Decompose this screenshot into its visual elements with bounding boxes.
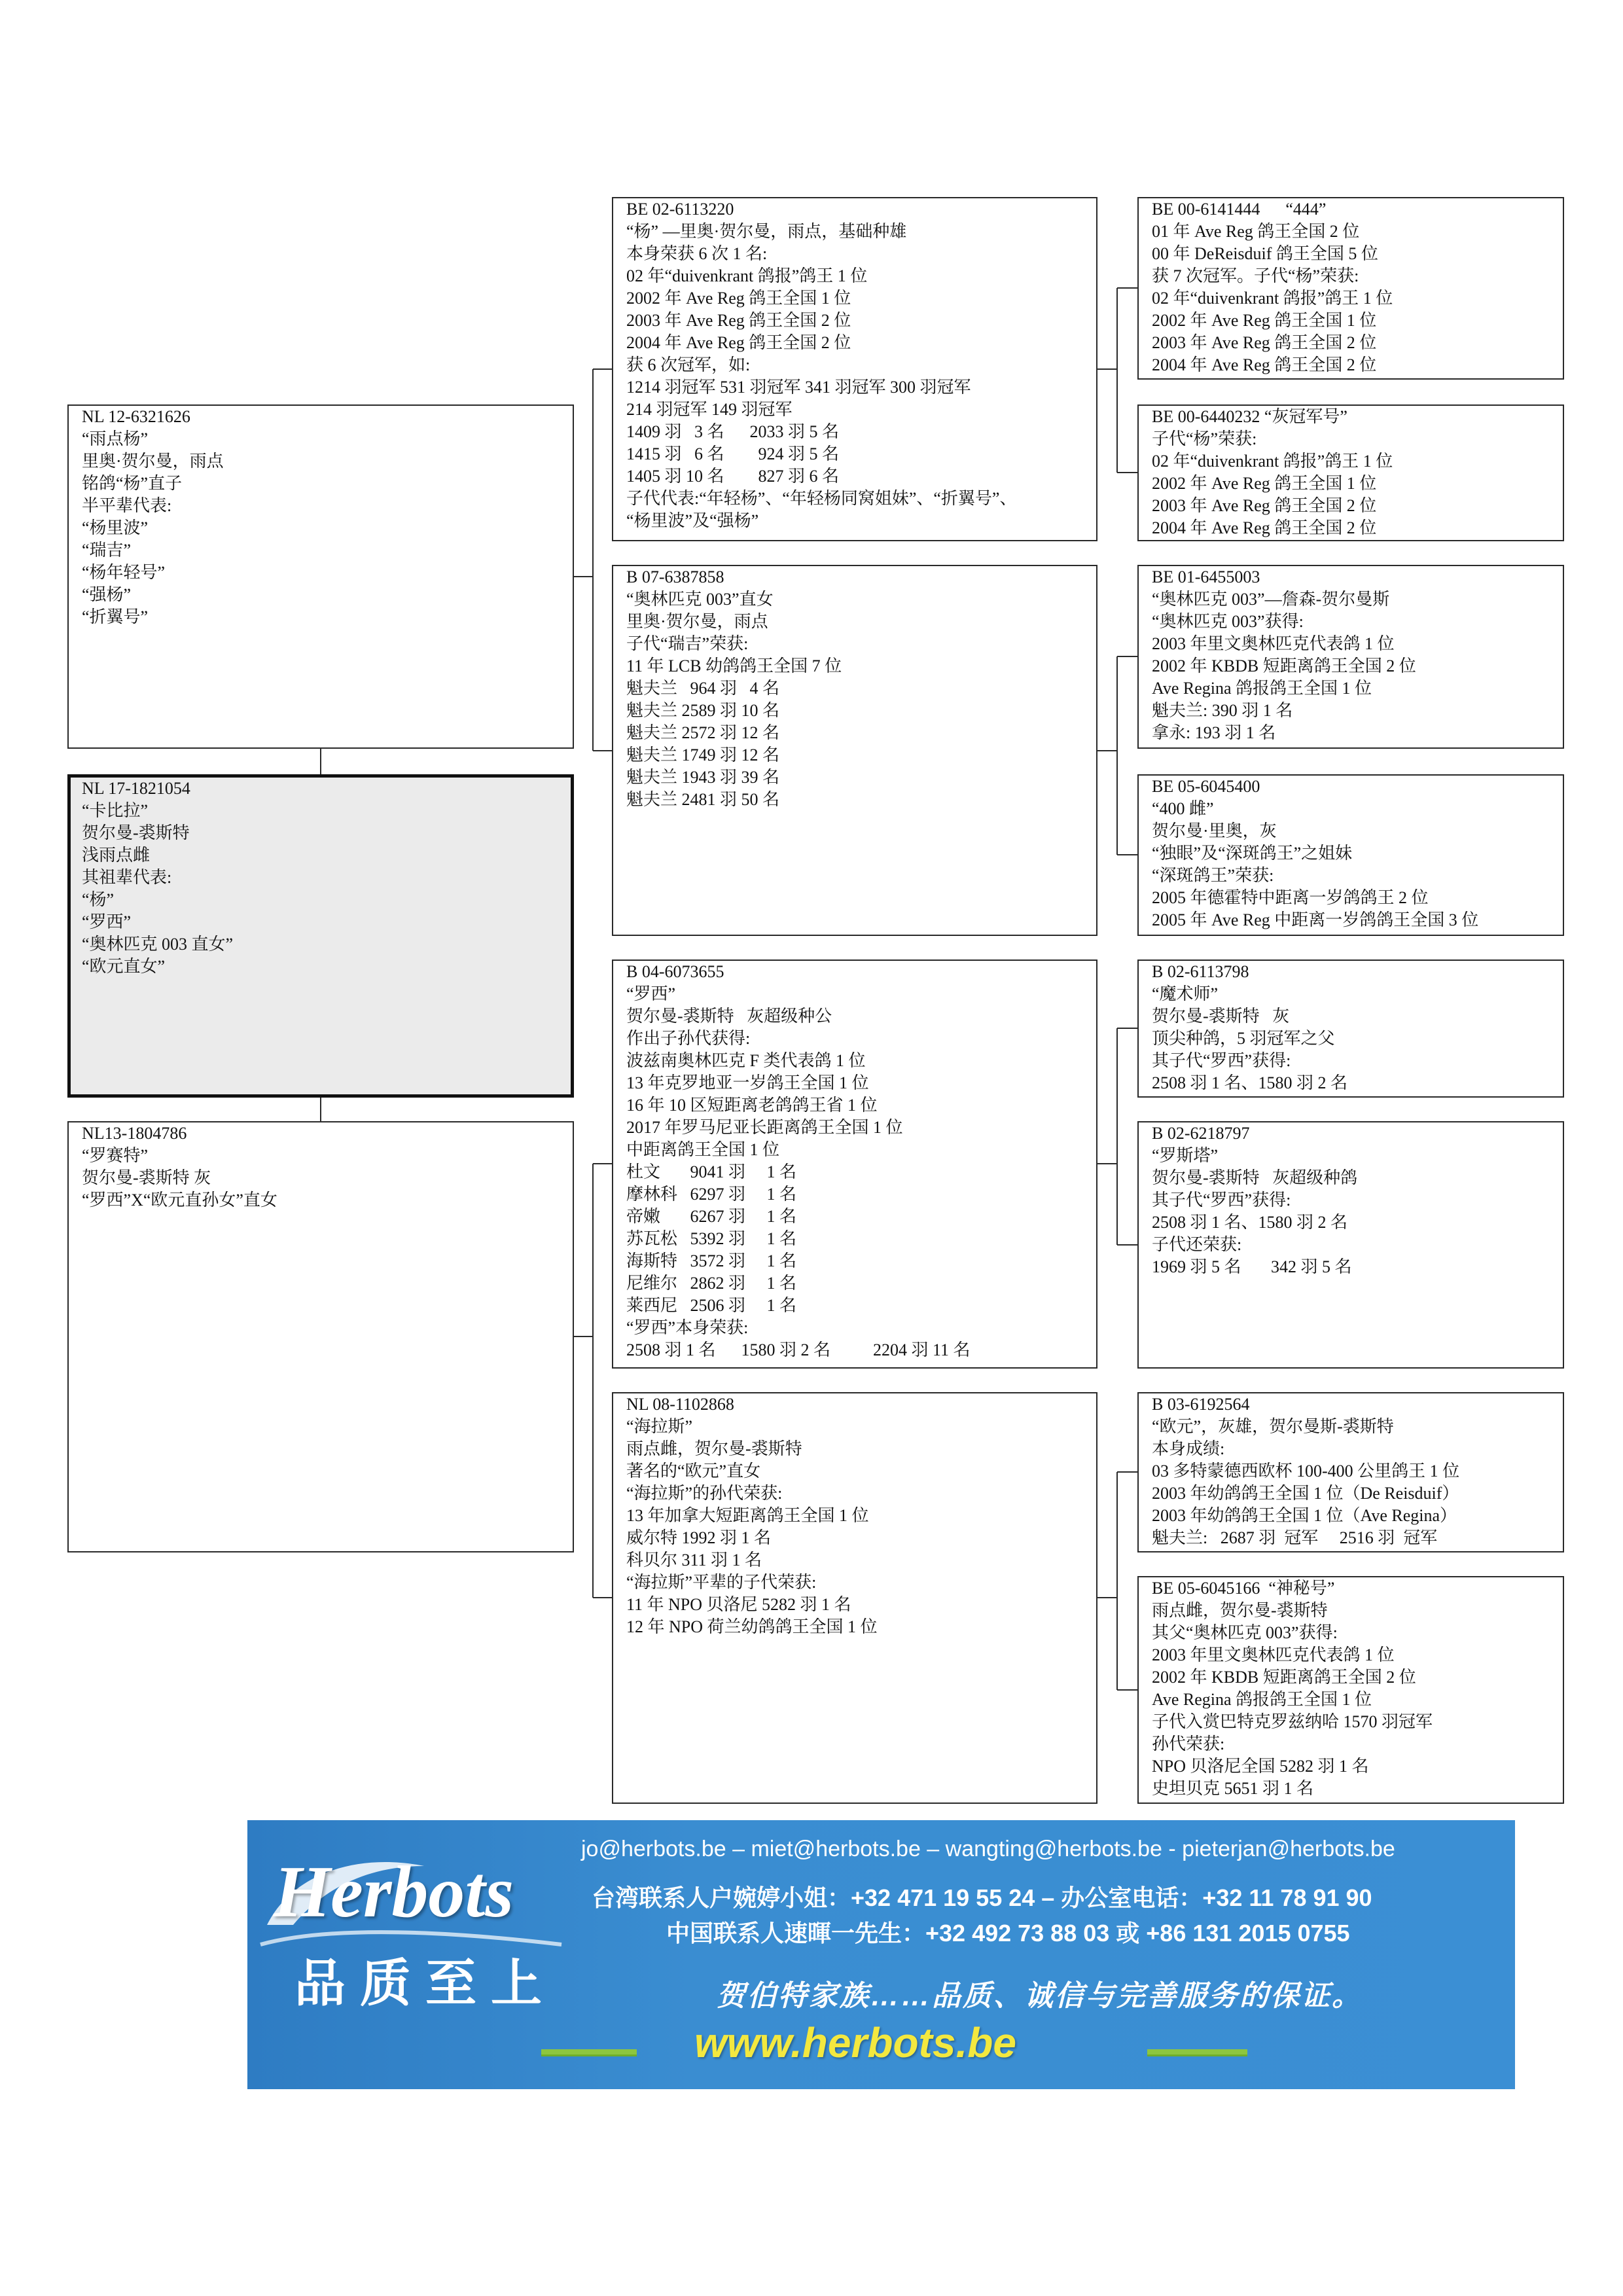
pedigree-line: “罗赛特” bbox=[82, 1146, 149, 1165]
pedigree-line: 2003 年幼鸽鸽王全国 1 位（De Reisduif） bbox=[1152, 1484, 1459, 1503]
pedigree-line: 02 年“duivenkrant 鸽报”鸽王 1 位 bbox=[1152, 452, 1393, 471]
website-link[interactable]: www.herbots.be bbox=[694, 2019, 1016, 2066]
pedigree-box-dam-sire-dam bbox=[1137, 1121, 1564, 1369]
pedigree-line: “海拉斯” bbox=[626, 1417, 693, 1436]
pedigree-line: 2017 年罗马尼亚长距离鸽王全国 1 位 bbox=[626, 1118, 903, 1137]
pedigree-line: 顶尖种鸽，5 羽冠军之父 bbox=[1152, 1029, 1335, 1048]
pedigree-line: 02 年“duivenkrant 鸽报”鸽王 1 位 bbox=[1152, 289, 1393, 308]
pedigree-line: 获 6 次冠军，如: bbox=[626, 355, 751, 374]
pedigree-box-sire-dam bbox=[612, 565, 1097, 936]
pedigree-line: 贺尔曼-裘斯特 bbox=[82, 823, 190, 842]
connector-sire-sire-parents bbox=[1097, 288, 1137, 473]
pedigree-line: 苏瓦松 5392 羽 1 名 bbox=[626, 1229, 797, 1248]
pedigree-line: 2508 羽 1 名 1580 羽 2 名 2204 羽 11 名 bbox=[626, 1340, 971, 1359]
pedigree-line: 2002 年 KBDB 短距离鸽王全国 2 位 bbox=[1152, 656, 1416, 675]
pedigree-line: 其祖辈代表: bbox=[82, 868, 172, 887]
pedigree-line: 2003 年里文奥林匹克代表鸽 1 位 bbox=[1152, 634, 1395, 653]
pedigree-box-dam-dam-sire bbox=[1137, 1392, 1564, 1552]
pedigree-line: “杨” bbox=[82, 890, 115, 909]
pedigree-line: 魁夫兰 2572 羽 12 名 bbox=[626, 723, 780, 742]
ring-number: NL 08-1102868 bbox=[626, 1395, 734, 1414]
ring-number: B 04-6073655 bbox=[626, 962, 724, 981]
ring-number: BE 02-6113220 bbox=[626, 200, 734, 219]
pedigree-line: 魁夫兰 2481 羽 50 名 bbox=[626, 790, 780, 809]
pedigree-line: 雨点雌，贺尔曼-裘斯特 bbox=[1152, 1601, 1328, 1620]
pedigree-line: 莱西尼 2506 羽 1 名 bbox=[626, 1296, 797, 1315]
pedigree-line: 12 年 NPO 荷兰幼鸽鸽王全国 1 位 bbox=[626, 1617, 878, 1636]
pedigree-line: Ave Regina 鸽报鸽王全国 1 位 bbox=[1152, 1690, 1372, 1709]
contact-emails: jo@herbots.be – miet@herbots.be – wangting@herbots.be - pieterjan@herbots.be bbox=[581, 1837, 1395, 1861]
pedigree-line: 1214 羽冠军 531 羽冠军 341 羽冠军 300 羽冠军 bbox=[626, 378, 971, 397]
pedigree-line: 03 多特蒙德西欧杯 100-400 公里鸽王 1 位 bbox=[1152, 1462, 1460, 1480]
pedigree-box-sire-sire bbox=[612, 197, 1097, 541]
pedigree-line: 贺尔曼-裘斯特 灰 bbox=[82, 1168, 211, 1187]
connector-sire-dam-parents bbox=[1097, 656, 1137, 855]
ring-number: B 02-6113798 bbox=[1152, 962, 1249, 981]
pedigree-line: 贺尔曼-裘斯特 灰超级种鸽 bbox=[1152, 1168, 1358, 1187]
pedigree-line: 01 年 Ave Reg 鸽王全国 2 位 bbox=[1152, 222, 1360, 241]
pedigree-line: 里奥·贺尔曼，雨点 bbox=[626, 612, 768, 631]
pedigree-line: 魁夫兰 2589 羽 10 名 bbox=[626, 701, 780, 720]
pedigree-line: 1409 羽 3 名 2033 羽 5 名 bbox=[626, 422, 840, 441]
pedigree-line: “瑞吉” bbox=[82, 541, 132, 560]
pedigree-line: 杜文 9041 羽 1 名 bbox=[626, 1162, 797, 1181]
tagline: 贺伯特家族……品质、诚信与完善服务的保证。 bbox=[717, 1980, 1363, 2012]
pedigree-box-dam-dam bbox=[612, 1392, 1097, 1804]
pedigree-box-dam-sire bbox=[612, 960, 1097, 1369]
pedigree-box-sire-sire-sire bbox=[1137, 197, 1564, 380]
pedigree-box-sire-dam-sire bbox=[1137, 565, 1564, 749]
pedigree-line: 其子代“罗西”获得: bbox=[1152, 1051, 1291, 1070]
pedigree-box-dam-sire-sire bbox=[1137, 960, 1564, 1098]
pedigree-line: 其父“奥林匹克 003”获得: bbox=[1152, 1623, 1338, 1642]
pedigree-line: 本身荣获 6 次 1 名: bbox=[626, 244, 768, 263]
pedigree-line: 214 羽冠军 149 羽冠军 bbox=[626, 400, 793, 419]
ring-number: BE 01-6455003 bbox=[1152, 567, 1260, 586]
pedigree-line: 获 7 次冠军。子代“杨”荣获: bbox=[1152, 266, 1359, 285]
ring-number: BE 00-6141444 “444” bbox=[1152, 200, 1327, 219]
pedigree-line: 1415 羽 6 名 924 羽 5 名 bbox=[626, 444, 840, 463]
pedigree-line: 2002 年 Ave Reg 鸽王全国 1 位 bbox=[626, 289, 851, 308]
connector-dam-sire-parents bbox=[1097, 1028, 1137, 1245]
ring-number: BE 00-6440232 “灰冠军号” bbox=[1152, 407, 1347, 426]
pedigree-line: 子代代表:“年轻杨”、“年轻杨同窝姐妹”、“折翼号”、 bbox=[626, 489, 1017, 508]
pedigree-line: “杨” —里奥·贺尔曼，雨点，基础种雄 bbox=[626, 222, 907, 241]
pedigree-line: 浅雨点雌 bbox=[82, 846, 151, 865]
pedigree-line: 半平辈代表: bbox=[82, 496, 172, 515]
connector-dam-dam-parents bbox=[1097, 1472, 1137, 1690]
pedigree-line: “罗西”本身荣获: bbox=[626, 1318, 749, 1337]
pedigree-line: “独眼”及“深斑鸽王”之姐妹 bbox=[1152, 844, 1353, 863]
pedigree-line: 摩林科 6297 羽 1 名 bbox=[626, 1185, 797, 1204]
pedigree-line: 子代还荣获: bbox=[1152, 1235, 1242, 1254]
pedigree-line: “雨点杨” bbox=[82, 429, 149, 448]
pedigree-line: “罗西” bbox=[626, 984, 676, 1003]
ring-number: BE 05-6045400 bbox=[1152, 777, 1260, 796]
ring-number: NL 17-1821054 bbox=[82, 779, 190, 798]
slogan: 品质至上 bbox=[294, 1954, 557, 2012]
pedigree-line: “海拉斯”的孙代荣获: bbox=[626, 1484, 783, 1503]
pedigree-line: 著名的“欧元”直女 bbox=[626, 1462, 761, 1480]
pedigree-line: “400 雌” bbox=[1152, 799, 1214, 818]
pedigree-box-sire-sire-dam bbox=[1137, 404, 1564, 541]
pedigree-line: 1969 羽 5 名 342 羽 5 名 bbox=[1152, 1257, 1352, 1276]
pedigree-line: “罗西” bbox=[82, 912, 132, 931]
pedigree-line: 13 年加拿大短距离鸽王全国 1 位 bbox=[626, 1506, 869, 1525]
pedigree-line: “卡比拉” bbox=[82, 801, 149, 820]
pedigree-line: 作出子孙代获得: bbox=[626, 1029, 751, 1048]
pedigree-line: 11 年 NPO 贝洛尼 5282 羽 1 名 bbox=[626, 1595, 851, 1614]
pedigree-line: 帝嫩 6267 羽 1 名 bbox=[626, 1207, 797, 1226]
pedigree-line: 尼维尔 2862 羽 1 名 bbox=[626, 1274, 797, 1293]
pedigree-box-sire-dam-dam bbox=[1137, 774, 1564, 936]
pedigree-line: 中距离鸽王全国 1 位 bbox=[626, 1140, 780, 1159]
ring-number: B 03-6192564 bbox=[1152, 1395, 1250, 1414]
pedigree-line: Ave Regina 鸽报鸽王全国 1 位 bbox=[1152, 679, 1372, 698]
contact-taiwan: 台湾联系人户婉婷小姐：+32 471 19 55 24 – 办公室电话：+32 11 78 91 90 bbox=[592, 1884, 1372, 1911]
contact-china: 中国联系人速暉一先生：+32 492 73 88 03 或 +86 131 2015 0755 bbox=[666, 1920, 1350, 1946]
pedigree-line: “奥林匹克 003 直女” bbox=[82, 935, 234, 954]
pedigree-line: “深斑鸽王”荣获: bbox=[1152, 866, 1274, 885]
pedigree-line: 子代“杨”荣获: bbox=[1152, 429, 1257, 448]
herbots-logo: Herbots bbox=[274, 1852, 514, 1933]
pedigree-box-sire bbox=[67, 404, 574, 749]
pedigree-box-dam bbox=[67, 1121, 574, 1552]
ring-number: B 07-6387858 bbox=[626, 567, 724, 586]
pedigree-line: “奥林匹克 003”直女 bbox=[626, 590, 774, 609]
pedigree-line: 魁夫兰 1943 羽 39 名 bbox=[626, 768, 780, 787]
pedigree-line: 魁夫兰: 2687 羽 冠军 2516 羽 冠军 bbox=[1152, 1528, 1438, 1547]
herbots-banner bbox=[247, 1820, 1515, 2089]
pedigree-line: “海拉斯”平辈的子代荣获: bbox=[626, 1573, 817, 1592]
pedigree-line: 2003 年里文奥林匹克代表鸽 1 位 bbox=[1152, 1645, 1395, 1664]
pedigree-line: 02 年“duivenkrant 鸽报”鸽王 1 位 bbox=[626, 266, 868, 285]
pedigree-line: 2003 年幼鸽鸽王全国 1 位（Ave Regina） bbox=[1152, 1506, 1457, 1525]
pedigree-line: 2003 年 Ave Reg 鸽王全国 2 位 bbox=[1152, 496, 1377, 515]
pedigree-line: 16 年 10 区短距离老鸽鸽王省 1 位 bbox=[626, 1096, 878, 1115]
pedigree-line: “奥林匹克 003”获得: bbox=[1152, 612, 1304, 631]
pedigree-line: “杨里波”及“强杨” bbox=[626, 511, 759, 530]
connector-sire-parents bbox=[574, 369, 612, 751]
pedigree-line: 里奥·贺尔曼，雨点 bbox=[82, 452, 224, 471]
pedigree-line: 2508 羽 1 名、1580 羽 2 名 bbox=[1152, 1213, 1348, 1232]
pedigree-line: 1405 羽 10 名 827 羽 6 名 bbox=[626, 467, 840, 486]
pedigree-line: NPO 贝洛尼全国 5282 羽 1 名 bbox=[1152, 1757, 1369, 1776]
pedigree-line: 2002 年 Ave Reg 鸽王全国 1 位 bbox=[1152, 474, 1377, 493]
ring-number: B 02-6218797 bbox=[1152, 1124, 1250, 1143]
pedigree-line: 2002 年 KBDB 短距离鸽王全国 2 位 bbox=[1152, 1668, 1416, 1687]
ring-number: BE 05-6045166 “神秘号” bbox=[1152, 1579, 1335, 1598]
pedigree-line: 拿永: 193 羽 1 名 bbox=[1152, 723, 1276, 742]
pedigree-line: 13 年克罗地亚一岁鸽王全国 1 位 bbox=[626, 1073, 869, 1092]
pedigree-line: 魁夫兰 1749 羽 12 名 bbox=[626, 745, 780, 764]
pedigree-line: 史坦贝克 5651 羽 1 名 bbox=[1152, 1779, 1314, 1798]
pedigree-line: “奥林匹克 003”—詹森-贺尔曼斯 bbox=[1152, 590, 1390, 609]
pedigree-line: 子代入赏巴特克罗兹纳哈 1570 羽冠军 bbox=[1152, 1712, 1433, 1731]
pedigree-line: 科贝尔 311 羽 1 名 bbox=[626, 1551, 762, 1570]
pedigree-line: “欧元直女” bbox=[82, 957, 166, 976]
pedigree-line: 2002 年 Ave Reg 鸽王全国 1 位 bbox=[1152, 311, 1377, 330]
pedigree-box-dam-dam-dam bbox=[1137, 1576, 1564, 1804]
pedigree-line: 2003 年 Ave Reg 鸽王全国 2 位 bbox=[1152, 333, 1377, 352]
pedigree-line: 00 年 DeReisduif 鸽王全国 5 位 bbox=[1152, 244, 1378, 263]
pedigree-line: “魔术师” bbox=[1152, 984, 1219, 1003]
ring-number: NL13-1804786 bbox=[82, 1124, 187, 1143]
pedigree-line: 2508 羽 1 名、1580 羽 2 名 bbox=[1152, 1073, 1348, 1092]
pedigree-line: 孙代荣获: bbox=[1152, 1734, 1225, 1753]
pedigree-line: “欧元”，灰雄，贺尔曼斯-裘斯特 bbox=[1152, 1417, 1394, 1436]
pedigree-line: 贺尔曼-裘斯特 灰 bbox=[1152, 1007, 1290, 1026]
pedigree-line: 2004 年 Ave Reg 鸽王全国 2 位 bbox=[1152, 355, 1377, 374]
pedigree-line: 铭鸽“杨”直子 bbox=[82, 474, 183, 493]
pedigree-line: 2003 年 Ave Reg 鸽王全国 2 位 bbox=[626, 311, 851, 330]
pedigree-line: 2004 年 Ave Reg 鸽王全国 2 位 bbox=[1152, 518, 1377, 537]
divider-right bbox=[1147, 2049, 1247, 2054]
pedigree-line: 子代“瑞吉”荣获: bbox=[626, 634, 749, 653]
pedigree-line: 本身成绩: bbox=[1152, 1439, 1225, 1458]
pedigree-line: 雨点雌，贺尔曼-裘斯特 bbox=[626, 1439, 802, 1458]
pedigree-line: 11 年 LCB 幼鸽鸽王全国 7 位 bbox=[626, 656, 842, 675]
ring-number: NL 12-6321626 bbox=[82, 407, 190, 426]
pedigree-line: 其子代“罗西”获得: bbox=[1152, 1191, 1291, 1210]
pedigree-line: 贺尔曼·里奥，灰 bbox=[1152, 821, 1277, 840]
pedigree-line: 魁夫兰: 390 羽 1 名 bbox=[1152, 701, 1293, 720]
pedigree-line: “杨里波” bbox=[82, 518, 149, 537]
pedigree-line: 2005 年德霍特中距离一岁鸽鸽王 2 位 bbox=[1152, 888, 1429, 907]
pedigree-line: 2005 年 Ave Reg 中距离一岁鸽鸽王全国 3 位 bbox=[1152, 910, 1479, 929]
pedigree-line: 贺尔曼-裘斯特 灰超级种公 bbox=[626, 1007, 832, 1026]
pedigree-line: 魁夫兰 964 羽 4 名 bbox=[626, 679, 780, 698]
pedigree-box-subject bbox=[67, 774, 574, 1098]
pedigree-line: “强杨” bbox=[82, 585, 132, 604]
pedigree-line: “折翼号” bbox=[82, 607, 149, 626]
pedigree-line: 波兹南奥林匹克 F 类代表鸽 1 位 bbox=[626, 1051, 866, 1070]
pedigree-line: 海斯特 3572 羽 1 名 bbox=[626, 1251, 797, 1270]
pedigree-line: 威尔特 1992 羽 1 名 bbox=[626, 1528, 772, 1547]
pedigree-line: “杨年轻号” bbox=[82, 563, 166, 582]
pedigree-line: “罗斯塔” bbox=[1152, 1146, 1219, 1165]
connector-dam-parents bbox=[574, 1164, 612, 1598]
pedigree-line: 2004 年 Ave Reg 鸽王全国 2 位 bbox=[626, 333, 851, 352]
divider-left bbox=[541, 2049, 637, 2054]
pedigree-line: “罗西”X“欧元直孙女”直女 bbox=[82, 1191, 277, 1210]
